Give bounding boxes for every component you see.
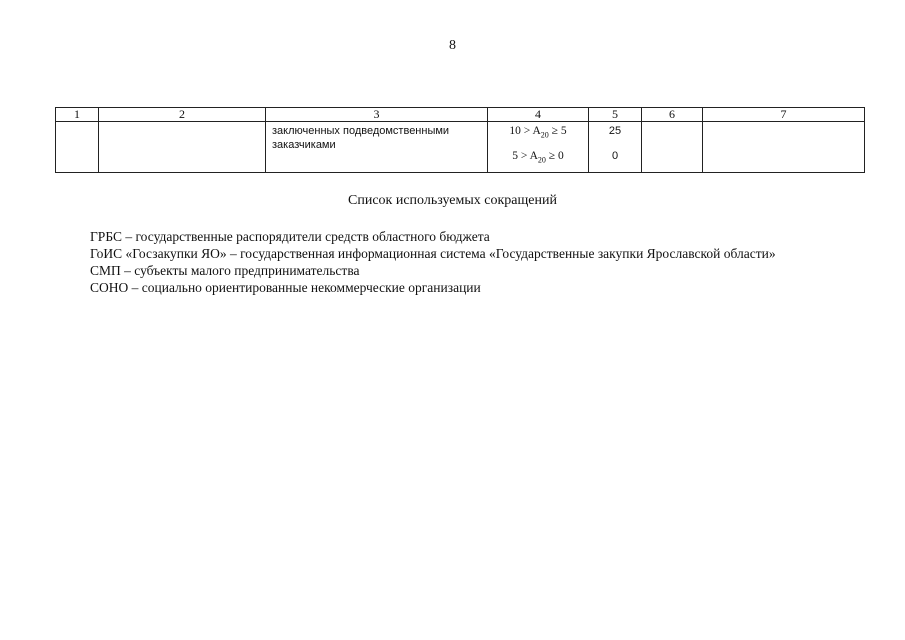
- table-cell-col1: [56, 122, 99, 173]
- score-value-2: 0: [611, 150, 619, 162]
- abbreviation-item: СМП – субъекты малого предпринимательства: [90, 263, 360, 278]
- table-header-cell: 5: [589, 108, 642, 122]
- abbreviation-item: ГРБС – государственные распорядители средств областного бюджета: [90, 229, 490, 244]
- table-cell-col4: [488, 122, 589, 173]
- table-cell-col7: [703, 122, 865, 173]
- abbreviation-item: СОНО – социально ориентированные некоммерческие организации: [90, 280, 481, 295]
- page-number: 8: [449, 38, 456, 53]
- abbreviation-item: ГоИС «Госзакупки ЯО» – государственная информационная система «Государственные закупки Ярославской области»: [90, 246, 776, 261]
- indicator-description: заключенных подведомственными заказчиками: [272, 125, 450, 151]
- table-cell-col5: [589, 122, 642, 173]
- abbreviations-title: Список используемых сокращений: [348, 193, 557, 208]
- table-cell-col3: [266, 122, 488, 173]
- table-header-cell: 6: [642, 108, 703, 122]
- score-value-1: 25: [608, 125, 622, 137]
- table-cell-col2: [99, 122, 266, 173]
- table-cell-col6: [642, 122, 703, 173]
- condition-range-2: $5 > A_{20} \ge 0$: [512, 150, 564, 165]
- abbreviations-list: [60, 228, 844, 296]
- table-header-cell: 3: [266, 108, 488, 122]
- table-header-cell: 4: [488, 108, 589, 122]
- table-header-cell: 7: [703, 108, 865, 122]
- table-header-row: [56, 108, 865, 122]
- table-header-cell: 2: [99, 108, 266, 122]
- condition-range-1: $10 > A_{20} \ge 5$: [509, 125, 567, 140]
- criteria-table: [55, 107, 865, 173]
- table-row: [56, 122, 865, 173]
- table-header-cell: 1: [56, 108, 99, 122]
